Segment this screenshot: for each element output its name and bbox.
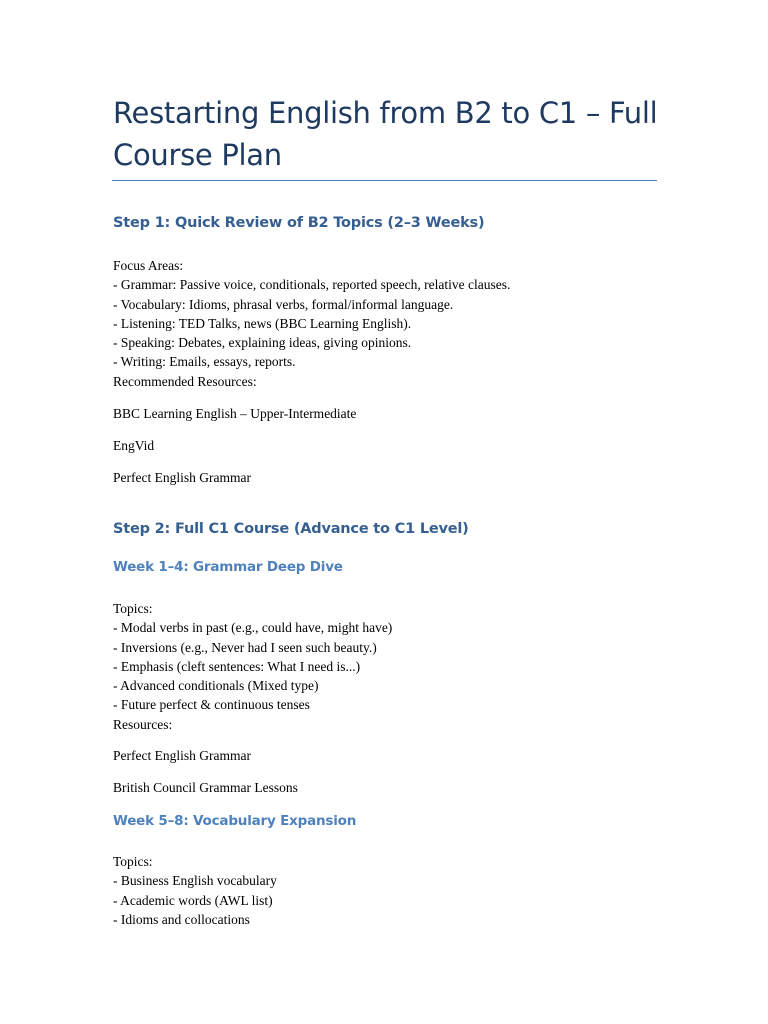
week5-topics-block [113, 852, 713, 929]
focus-item: - Listening: TED Talks, news (BBC Learning English). [113, 315, 412, 331]
resource-item: BBC Learning English – Upper-Intermediate [113, 406, 357, 421]
focus-item: - Writing: Emails, essays, reports. [113, 354, 296, 370]
topic-item: - Modal verbs in past (e.g., could have, might have) [113, 620, 393, 636]
resource-item: Perfect English Grammar [113, 748, 251, 763]
week1-topics-block [113, 599, 713, 734]
step1-heading: Step 1: Quick Review of B2 Topics (2–3 Weeks) [113, 215, 485, 231]
topic-item: - Advanced conditionals (Mixed type) [113, 678, 319, 694]
topic-item: - Business English vocabulary [113, 873, 277, 889]
topics-label: Topics: [113, 854, 153, 869]
topic-item: - Emphasis (cleft sentences: What I need is...) [113, 658, 361, 674]
resource-item: Perfect English Grammar [113, 470, 251, 485]
resources-label: Resources: [113, 716, 173, 732]
recommended-resources-label: Recommended Resources: [113, 373, 257, 389]
week5-heading: Week 5–8: Vocabulary Expansion [113, 813, 357, 829]
topic-item: - Future perfect & continuous tenses [113, 697, 310, 713]
topic-item: - Idioms and collocations [113, 911, 250, 927]
focus-item: - Grammar: Passive voice, conditionals, reported speech, relative clauses. [113, 277, 511, 293]
step2-heading: Step 2: Full C1 Course (Advance to C1 Level) [113, 521, 469, 537]
step1-focus-block [113, 256, 713, 391]
focus-item: - Speaking: Debates, explaining ideas, giving opinions. [113, 335, 412, 351]
resource-item: British Council Grammar Lessons [113, 780, 298, 795]
page-title: Restarting English from B2 to C1 – Full Course Plan [113, 96, 658, 172]
title-underline-rule [112, 180, 657, 181]
topic-item: - Inversions (e.g., Never had I seen such beauty.) [113, 639, 377, 655]
focus-item: - Vocabulary: Idioms, phrasal verbs, formal/informal language. [113, 296, 454, 312]
resource-item: EngVid [113, 438, 155, 453]
focus-areas-label: Focus Areas: [113, 258, 184, 273]
week1-heading: Week 1–4: Grammar Deep Dive [113, 559, 343, 575]
topics-label: Topics: [113, 601, 153, 616]
topic-item: - Academic words (AWL list) [113, 892, 273, 908]
